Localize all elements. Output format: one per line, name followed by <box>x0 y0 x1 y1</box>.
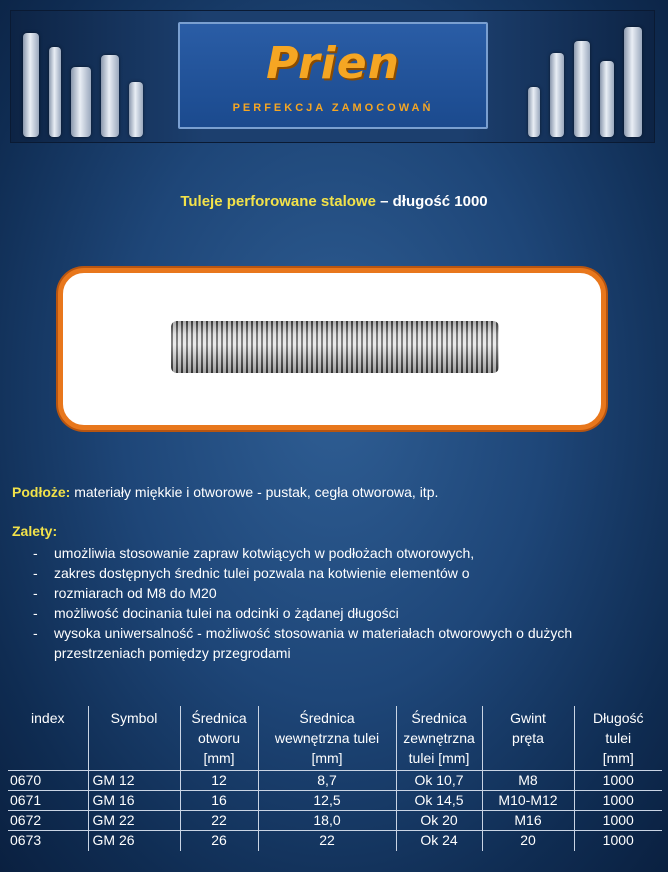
advantages-list <box>30 543 650 663</box>
col-header-index: index <box>31 710 65 726</box>
list-item: - umożliwia stosowanie zapraw kotwiących w podłożach otworowych, <box>30 543 650 563</box>
cell-hole-diameter: 16 <box>180 791 258 811</box>
anchor-products-left <box>23 19 143 137</box>
cell-hole-diameter: 22 <box>180 811 258 831</box>
substrate-text: materiały miękkie i otworowe - pustak, cegła otworowa, itp. <box>70 484 439 500</box>
advantages-heading: Zalety: <box>12 523 58 539</box>
sleeve-anchor-icon <box>574 41 590 137</box>
plastic-plug-icon <box>101 55 119 137</box>
cell-length: 1000 <box>574 771 662 791</box>
wedge-anchor-icon <box>550 53 564 137</box>
anchor-bolt-icon <box>624 27 642 137</box>
cell-index: 0670 <box>8 771 88 791</box>
cell-index: 0671 <box>8 791 88 811</box>
expansion-sleeve-icon <box>528 87 540 137</box>
perforated-sleeve-image <box>171 321 499 373</box>
expansion-sleeve-icon <box>129 82 143 137</box>
page-title <box>0 193 668 210</box>
brand-tagline: PERFEKCJA ZAMOCOWAŃ <box>232 102 434 114</box>
spec-table <box>8 706 662 851</box>
cell-length: 1000 <box>574 811 662 831</box>
cell-thread: M16 <box>482 811 574 831</box>
substrate-label: Podłoże: <box>12 484 71 500</box>
table-row <box>8 771 662 791</box>
table-header-row <box>8 706 662 771</box>
cell-thread: 20 <box>482 831 574 851</box>
col-header-thread: Gwint pręta <box>482 706 574 771</box>
cell-symbol: GM 12 <box>88 771 180 791</box>
table-row <box>8 811 662 831</box>
title-length: – długość 1000 <box>375 193 488 210</box>
list-item: - możliwość docinania tulei na odcinki o żądanej długości <box>30 603 650 623</box>
cell-symbol: GM 22 <box>88 811 180 831</box>
cell-index: 0673 <box>8 831 88 851</box>
cell-length: 1000 <box>574 791 662 811</box>
table-row <box>8 831 662 851</box>
col-header-hole-diameter: Średnica otworu [mm] <box>180 706 258 771</box>
cell-inner-diameter: 22 <box>258 831 396 851</box>
list-item-continuation: przestrzeniach pomiędzy przegrodami <box>54 645 291 661</box>
cell-hole-diameter: 12 <box>180 771 258 791</box>
cell-symbol: GM 26 <box>88 831 180 851</box>
brand-logo <box>178 22 488 129</box>
cell-length: 1000 <box>574 831 662 851</box>
cell-thread: M10-M12 <box>482 791 574 811</box>
list-item: - zakres dostępnych średnic tulei pozwala na kotwienie elementów o <box>30 563 650 583</box>
product-image-frame <box>58 268 606 430</box>
header-banner <box>10 10 655 143</box>
anchor-products-right <box>528 19 642 137</box>
plastic-plug-icon <box>71 67 91 137</box>
col-header-outer-diameter: Średnica zewnętrzna tulei [mm] <box>396 706 482 771</box>
title-product-name: Tuleje perforowane stalowe <box>180 193 376 210</box>
col-header-length: Długość tulei [mm] <box>574 706 662 771</box>
cell-outer-diameter: Ok 10,7 <box>396 771 482 791</box>
cell-inner-diameter: 8,7 <box>258 771 396 791</box>
cell-outer-diameter: Ok 14,5 <box>396 791 482 811</box>
anchor-bolt-icon <box>23 33 39 137</box>
cell-thread: M8 <box>482 771 574 791</box>
anchor-rod-icon <box>49 47 61 137</box>
brand-name: Prien <box>266 38 400 89</box>
col-header-symbol: Symbol <box>88 706 180 771</box>
cell-symbol: GM 16 <box>88 791 180 811</box>
substrate-line <box>12 484 438 500</box>
cell-inner-diameter: 18,0 <box>258 811 396 831</box>
list-item: - rozmiarach od M8 do M20 <box>30 583 650 603</box>
wedge-anchor-icon <box>600 61 614 137</box>
cell-outer-diameter: Ok 20 <box>396 811 482 831</box>
cell-index: 0672 <box>8 811 88 831</box>
cell-outer-diameter: Ok 24 <box>396 831 482 851</box>
list-item: - wysoka uniwersalność - możliwość stosowania w materiałach otworowych o dużych <box>30 623 650 643</box>
table-row <box>8 791 662 811</box>
cell-hole-diameter: 26 <box>180 831 258 851</box>
cell-inner-diameter: 12,5 <box>258 791 396 811</box>
col-header-inner-diameter: Średnica wewnętrzna tulei [mm] <box>258 706 396 771</box>
